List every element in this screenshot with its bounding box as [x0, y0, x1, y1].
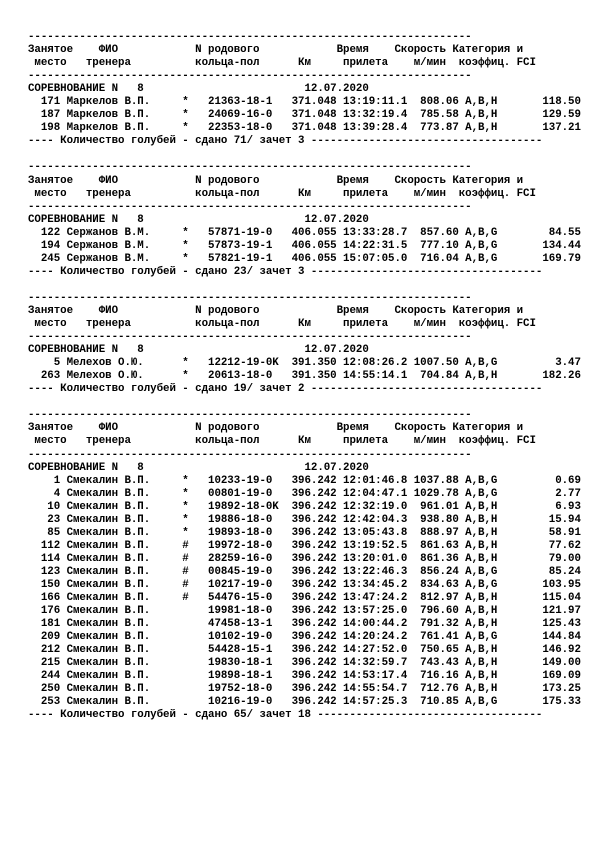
section-footer: ---- Количество голубей - сдано 23/ зачет 3 ------------------------------------: [28, 265, 543, 278]
header-rule: ---------------------------------------------------------------------: [28, 70, 472, 83]
blank-line: [28, 148, 600, 161]
result-row: 114 Смекалин В.П. # 28259-16-0 396.242 13:20:01.0 861.36 A,B,H 79.00: [28, 552, 581, 565]
result-section: [28, 409, 600, 722]
top-rule: ---------------------------------------------------------------------: [28, 31, 472, 43]
blank-line: [28, 396, 600, 409]
result-row: 112 Смекалин В.П. # 19972-18-0 396.242 13:19:52.5 861.63 A,B,H 77.62: [28, 539, 581, 552]
result-row: 215 Смекалин В.П. 19830-18-1 396.242 14:32:59.7 743.43 A,B,H 149.00: [28, 657, 581, 670]
result-row: 198 Маркелов В.П. * 22353-18-0 371.048 13:39:28.4 773.87 A,B,H 137.21: [28, 122, 581, 135]
competition-title: СОРЕВНОВАНИЕ N 8 12.07.2020: [28, 461, 369, 474]
result-section: [28, 161, 600, 278]
column-header-line-1: Занятое ФИО N родового Время Скорость Категория и: [28, 44, 524, 57]
result-row: 176 Смекалин В.П. 19981-18-0 396.242 13:57:25.0 796.60 A,B,H 121.97: [28, 605, 581, 618]
result-row: 263 Мелехов О.Ю. * 20613-18-0 391.350 14:55:14.1 704.84 A,B,H 182.26: [28, 370, 581, 383]
section-footer: ---- Количество голубей - сдано 71/ зачет 3 ------------------------------------: [28, 135, 543, 148]
column-header-line-1: Занятое ФИО N родового Время Скорость Категория и: [28, 174, 524, 187]
result-row: 5 Мелехов О.Ю. * 12212-19-0K 391.350 12:08:26.2 1007.50 A,B,G 3.47: [28, 357, 581, 370]
column-header-line-2: место тренера кольца-пол Км прилета м/мин коэффиц. FCI: [28, 435, 536, 448]
result-row: 245 Сержанов В.М. * 57821-19-1 406.055 15:07:05.0 716.04 A,B,G 169.79: [28, 252, 581, 265]
header-rule: ---------------------------------------------------------------------: [28, 200, 472, 213]
result-row: 187 Маркелов В.П. * 24069-16-0 371.048 13:32:19.4 785.58 A,B,H 129.59: [28, 109, 581, 122]
result-row: 212 Смекалин В.П. 54428-15-1 396.242 14:27:52.0 750.65 A,B,H 146.92: [28, 644, 581, 657]
result-row: 23 Смекалин В.П. * 19886-18-0 396.242 12:42:04.3 938.80 A,B,H 15.94: [28, 513, 581, 526]
competition-title: СОРЕВНОВАНИЕ N 8 12.07.2020: [28, 344, 369, 357]
top-rule: ---------------------------------------------------------------------: [28, 161, 472, 174]
result-section: [28, 31, 600, 148]
header-rule: ---------------------------------------------------------------------: [28, 448, 472, 461]
result-row: 122 Сержанов В.М. * 57871-19-0 406.055 13:33:28.7 857.60 A,B,G 84.55: [28, 226, 581, 239]
result-row: 181 Смекалин В.П. 47458-13-1 396.242 14:00:44.2 791.32 A,B,H 125.43: [28, 618, 581, 631]
result-row: 1 Смекалин В.П. * 10233-19-0 396.242 12:01:46.8 1037.88 A,B,G 0.69: [28, 474, 581, 487]
top-rule: ---------------------------------------------------------------------: [28, 409, 472, 422]
column-header-line-1: Занятое ФИО N родового Время Скорость Категория и: [28, 422, 524, 435]
result-row: 209 Смекалин В.П. 10102-19-0 396.242 14:20:24.2 761.41 A,B,G 144.84: [28, 631, 581, 644]
result-row: 123 Смекалин В.П. # 00845-19-0 396.242 13:22:46.3 856.24 A,B,G 85.24: [28, 565, 581, 578]
column-header-line-2: место тренера кольца-пол Км прилета м/мин коэффиц. FCI: [28, 57, 536, 70]
result-row: 250 Смекалин В.П. 19752-18-0 396.242 14:55:54.7 712.76 A,B,H 173.25: [28, 683, 581, 696]
result-row: 253 Смекалин В.П. 10216-19-0 396.242 14:57:25.3 710.85 A,B,G 175.33: [28, 696, 581, 709]
result-row: 171 Маркелов В.П. * 21363-18-1 371.048 13:19:11.1 808.06 A,B,H 118.50: [28, 96, 581, 109]
result-row: 194 Сержанов В.М. * 57873-19-1 406.055 14:22:31.5 777.10 A,B,G 134.44: [28, 239, 581, 252]
result-row: 4 Смекалин В.П. * 00801-19-0 396.242 12:04:47.1 1029.78 A,B,G 2.77: [28, 487, 581, 500]
header-rule: ---------------------------------------------------------------------: [28, 331, 472, 344]
competition-title: СОРЕВНОВАНИЕ N 8 12.07.2020: [28, 213, 369, 226]
result-section: [28, 292, 600, 396]
blank-line: [28, 279, 600, 292]
result-row: 166 Смекалин В.П. # 54476-15-0 396.242 13:47:24.2 812.97 A,B,H 115.04: [28, 592, 581, 605]
column-header-line-2: место тренера кольца-пол Км прилета м/мин коэффиц. FCI: [28, 187, 536, 200]
result-row: 10 Смекалин В.П. * 19892-18-0K 396.242 12:32:19.0 961.01 A,B,H 6.93: [28, 500, 581, 513]
column-header-line-1: Занятое ФИО N родового Время Скорость Категория и: [28, 304, 524, 317]
competition-title: СОРЕВНОВАНИЕ N 8 12.07.2020: [28, 83, 369, 96]
column-header-line-2: место тренера кольца-пол Км прилета м/мин коэффиц. FCI: [28, 318, 536, 331]
section-footer: ---- Количество голубей - сдано 19/ зачет 2 ------------------------------------: [28, 383, 543, 396]
section-footer: ---- Количество голубей - сдано 65/ зачет 18 -----------------------------------: [28, 709, 543, 722]
result-row: 244 Смекалин В.П. 19898-18-1 396.242 14:53:17.4 716.16 A,B,H 169.09: [28, 670, 581, 683]
result-row: 85 Смекалин В.П. * 19893-18-0 396.242 13:05:43.8 888.97 A,B,H 58.91: [28, 526, 581, 539]
top-rule: ---------------------------------------------------------------------: [28, 291, 472, 304]
result-row: 150 Смекалин В.П. # 10217-19-0 396.242 13:34:45.2 834.63 A,B,G 103.95: [28, 578, 581, 591]
